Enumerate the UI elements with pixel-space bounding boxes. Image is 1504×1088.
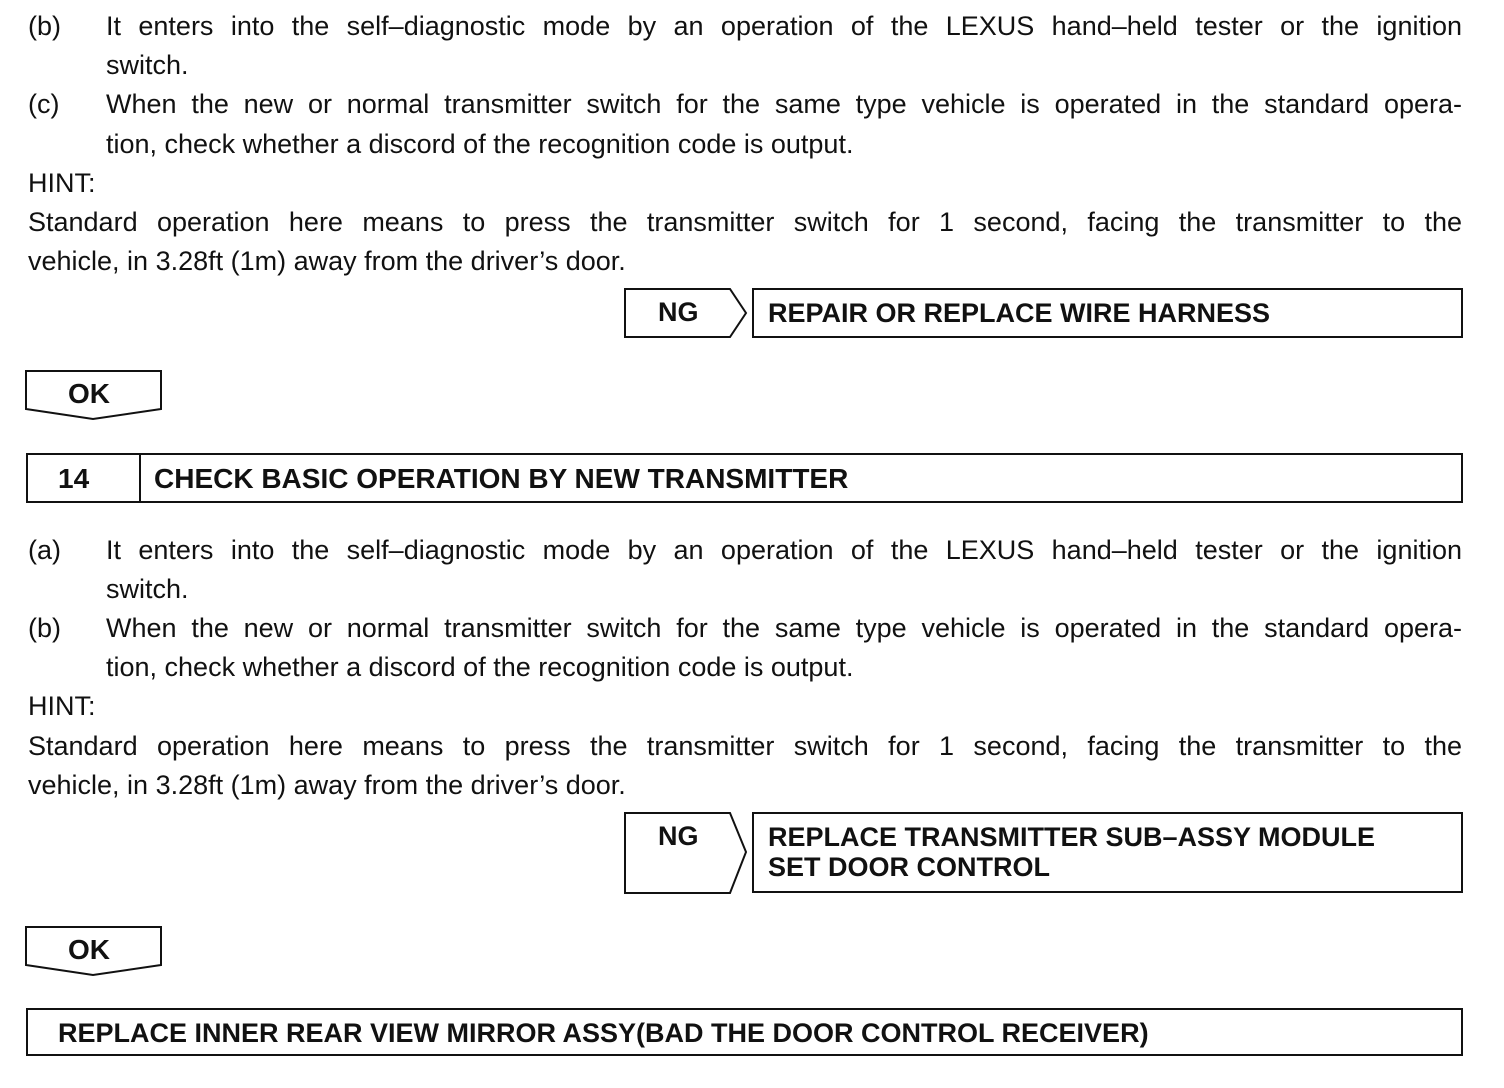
ok-label-14: OK <box>68 934 110 965</box>
item-label-c: (c) <box>28 89 60 119</box>
item-c-line-1: When the new or normal transmitter switch for the same type vehicle is operated in the standard opera- <box>106 89 1462 119</box>
step-number: 14 <box>58 463 90 494</box>
item-a-line-1: It enters into the self–diagnostic mode by an operation of the LEXUS hand–held tester or the ignition <box>106 535 1462 565</box>
ok-tab-14 <box>24 926 164 978</box>
ng-label-14: NG <box>658 821 699 851</box>
ng-result-14-line-1: REPLACE TRANSMITTER SUB–ASSY MODULE <box>768 822 1376 852</box>
item-label-a: (a) <box>28 535 61 565</box>
hint-label-14: HINT: <box>28 691 96 721</box>
hint-14-line-1: Standard operation here means to press the transmitter switch for 1 second, facing the transmitter to the <box>28 731 1462 761</box>
final-action-text: REPLACE INNER REAR VIEW MIRROR ASSY(BAD THE DOOR CONTROL RECEIVER) <box>58 1018 1149 1048</box>
item-b-14-line-1: When the new or normal transmitter switch for the same type vehicle is operated in the standard opera- <box>106 613 1462 643</box>
ng-result-box <box>752 288 1463 338</box>
item-label-b: (b) <box>28 11 61 41</box>
ng-arrow-14 <box>624 812 754 896</box>
item-b-line-1: It enters into the self–diagnostic mode by an operation of the LEXUS hand–held tester or the ignition <box>106 11 1462 41</box>
ng-result-box-14 <box>752 812 1463 893</box>
ok-tab <box>24 370 164 422</box>
ng-result-text: REPAIR OR REPLACE WIRE HARNESS <box>768 298 1271 328</box>
ok-label: OK <box>68 378 110 409</box>
hint-14-line-2: vehicle, in 3.28ft (1m) away from the driver’s door. <box>28 770 626 800</box>
item-label-b-14: (b) <box>28 613 61 643</box>
ng-arrow <box>624 288 754 340</box>
item-b-line-2: switch. <box>106 50 189 80</box>
ng-label: NG <box>658 297 699 327</box>
item-a-line-2: switch. <box>106 574 189 604</box>
ng-result-14-line-2: SET DOOR CONTROL <box>768 852 1050 882</box>
step-header-divider <box>139 455 141 501</box>
final-action-box <box>26 1008 1463 1056</box>
item-c-line-2: tion, check whether a discord of the recognition code is output. <box>106 129 854 159</box>
hint-label: HINT: <box>28 168 96 198</box>
item-b-14-line-2: tion, check whether a discord of the recognition code is output. <box>106 652 854 682</box>
step-header <box>26 453 1463 503</box>
hint-line-1: Standard operation here means to press the transmitter switch for 1 second, facing the transmitter to the <box>28 207 1462 237</box>
hint-line-2: vehicle, in 3.28ft (1m) away from the driver’s door. <box>28 246 626 276</box>
step-title: CHECK BASIC OPERATION BY NEW TRANSMITTER <box>154 463 849 494</box>
